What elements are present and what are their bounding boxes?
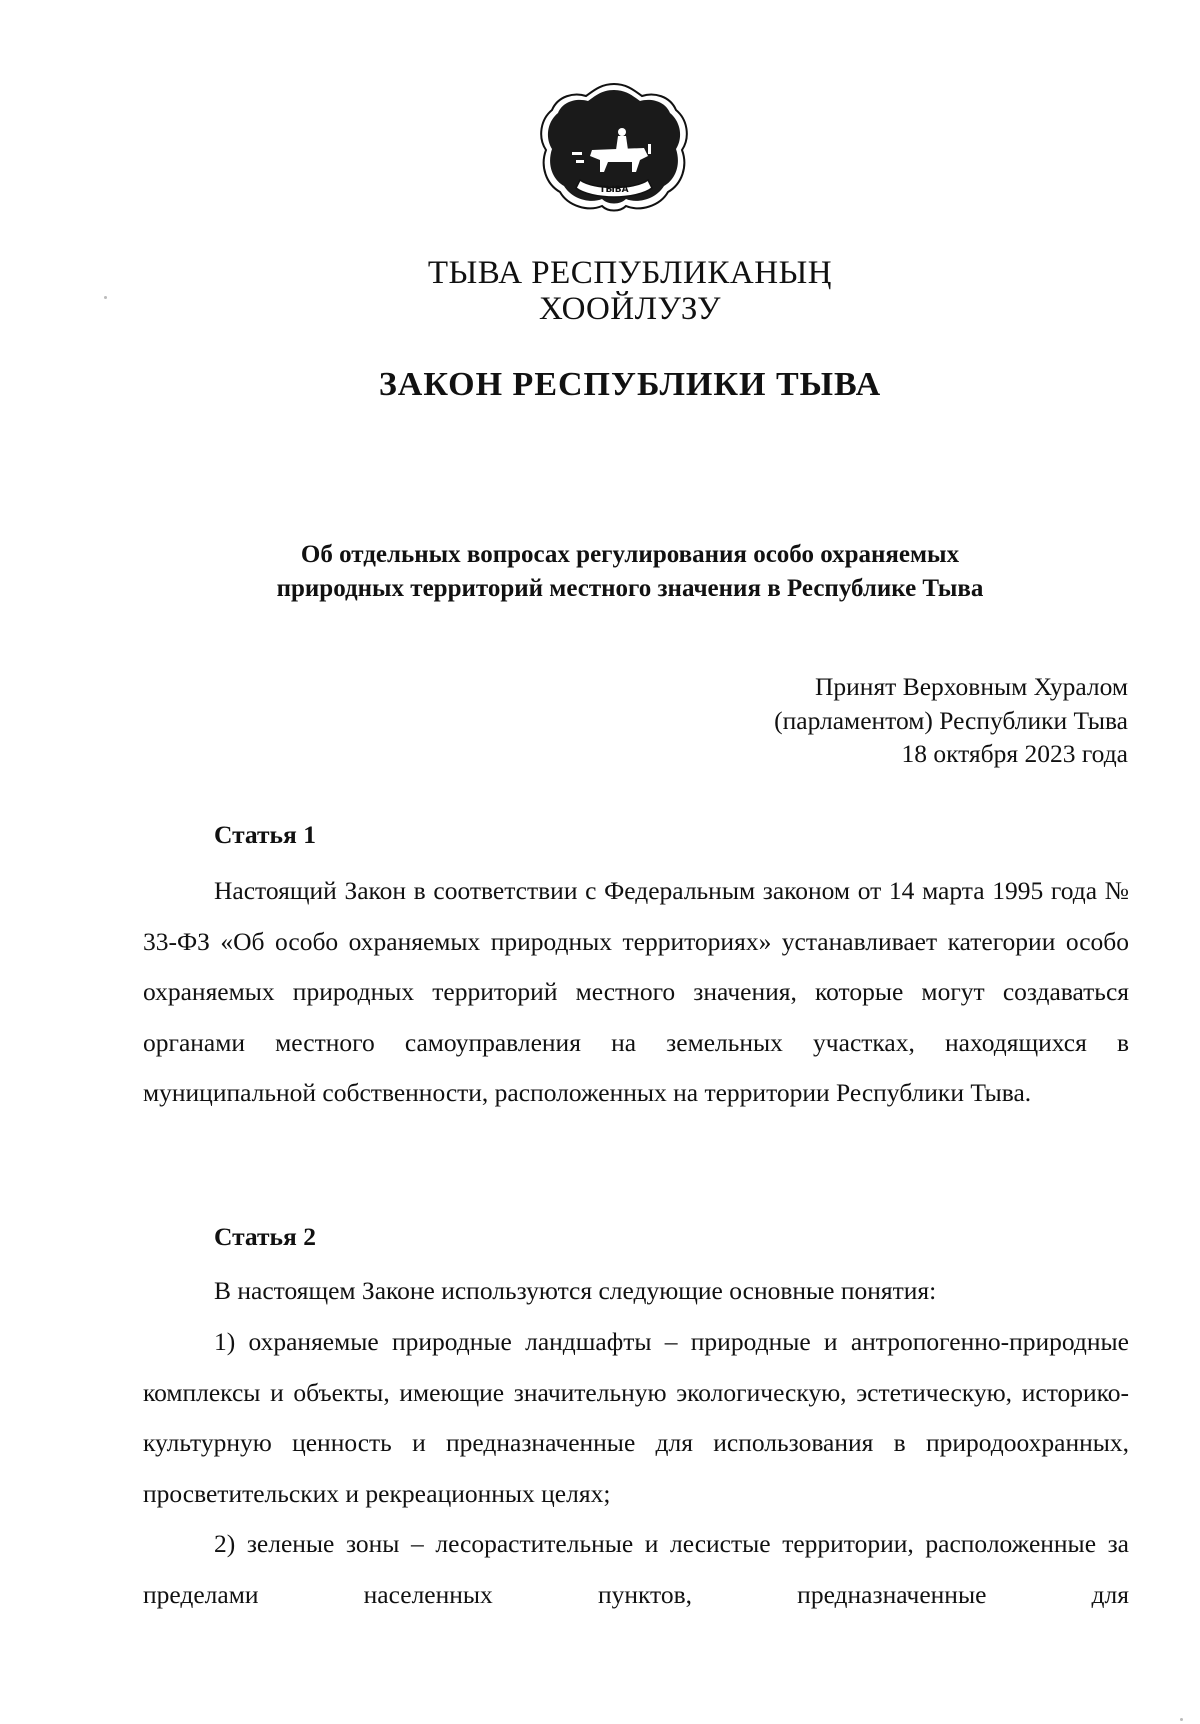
article-2-paragraph-3: 2) зеленые зоны – лесорастительные и лесистые территории, расположенные за пределами населенных пунктов, предназначенные для [143, 1529, 1129, 1609]
adoption-block [774, 670, 1128, 771]
scan-speck [104, 296, 107, 299]
subject-line-1: Об отдельных вопросах регулирования особо охраняемых [300, 541, 960, 568]
article-2-heading: Статья 2 [214, 1222, 316, 1251]
subject-line-2: природных территорий местного значения в Республике Тыва [276, 575, 984, 602]
tuvan-title-line-2: ХООЙЛУЗУ [538, 291, 722, 327]
article-2-paragraph-2: 1) охраняемые природные ландшафты – природные и антропогенно-природные комплексы и объекты, имеющие значительную экологическую, эстетическую, историко-культурную ценность и предназначенные для использования в природоохранных, просветительских и рекреационных целях; [143, 1327, 1129, 1508]
scan-speck [1180, 1718, 1183, 1721]
article-1-heading: Статья 1 [214, 820, 316, 849]
tuva-emblem-icon [536, 80, 692, 214]
adoption-line-3: 18 октября 2023 года [901, 739, 1128, 768]
svg-text:ТЫВА: ТЫВА [599, 185, 629, 195]
law-title: ЗАКОН РЕСПУБЛИКИ ТЫВА [378, 366, 882, 403]
article-1-paragraph-1: Настоящий Закон в соответствии с Федеральным законом от 14 марта 1995 года № 33-ФЗ «Об особо охраняемых природных территориях» устанавливает категории особо охраняемых природных территорий местного значения, которые могут создаваться органами местного самоуправления на земельных участках, находящихся в муниципальной собственности, расположенных на территории Республики Тыва. [143, 876, 1129, 1107]
tuvan-title-line-1: ТЫВА РЕСПУБЛИКАНЫҢ [427, 255, 833, 291]
adoption-line-2: (парламентом) Республики Тыва [774, 705, 1128, 735]
adoption-line-1: Принят Верховным Хуралом [815, 672, 1128, 701]
article-2-paragraph-1: В настоящем Законе используются следующие основные понятия: [214, 1276, 937, 1305]
